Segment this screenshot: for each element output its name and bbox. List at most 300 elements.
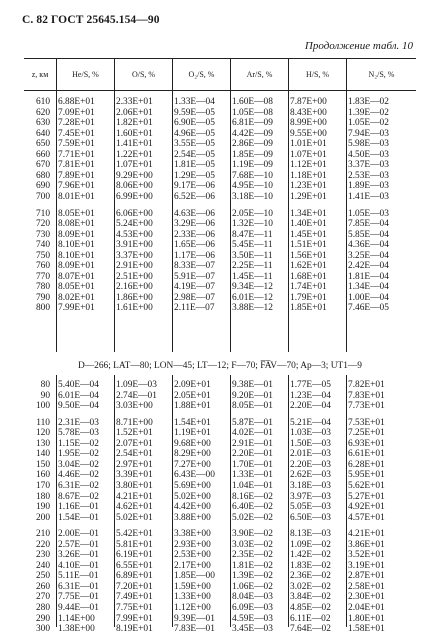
table-continuation-label: Продолжение табл. 10 (304, 40, 413, 52)
table-row (24, 219, 416, 229)
value-cell: 8.05E—01 (232, 401, 273, 412)
table-row (24, 240, 416, 250)
value-cell: 2.86E—09 (232, 139, 273, 150)
value-cell: 4.42E—09 (232, 128, 273, 139)
value-cell: 1.54E—01 (58, 512, 99, 523)
altitude-cell: 680 (35, 170, 50, 181)
value-cell: 1.14E+00 (58, 613, 95, 624)
value-cell: 5.21E—04 (290, 417, 331, 428)
altitude-cell: 750 (35, 250, 50, 261)
value-cell: 8.29E+00 (174, 449, 211, 460)
value-cell: 7.20E+01 (116, 581, 153, 592)
value-cell: 3.03E+00 (116, 401, 153, 412)
value-cell: 1.33E—01 (232, 470, 273, 481)
altitude-cell: 140 (35, 449, 50, 460)
column-divider (114, 90, 115, 352)
table-row (24, 550, 416, 560)
value-cell: 6.09E—03 (232, 603, 273, 613)
value-cell: 5.40E—04 (58, 380, 99, 390)
value-cell: 2.93E+00 (174, 539, 211, 550)
value-cell: 1.81E—02 (232, 560, 273, 571)
value-cell: 9.39E—01 (174, 613, 215, 624)
value-cell: 5.02E+00 (174, 491, 211, 502)
value-cell: 8.16E—02 (232, 491, 273, 502)
value-cell: 6.81E—09 (232, 118, 273, 129)
value-cell: 9.68E+00 (174, 438, 211, 449)
value-cell: 6.19E+01 (116, 550, 153, 561)
value-cell: 9.29E+00 (116, 170, 153, 181)
altitude-cell: 210 (35, 529, 50, 540)
altitude-cell: 260 (35, 581, 50, 592)
value-cell: 4.10E—01 (58, 560, 99, 571)
altitude-cell: 690 (35, 181, 50, 192)
value-cell: 1.32E—10 (232, 219, 273, 230)
value-cell: 7.89E+01 (58, 170, 95, 181)
value-cell: 7.75E+01 (116, 603, 153, 613)
value-cell: 4.36E—04 (348, 240, 389, 251)
value-cell: 7.83E—01 (174, 624, 215, 635)
value-cell: 8.67E—02 (58, 491, 99, 502)
altitude-cell: 190 (35, 502, 50, 513)
value-cell: 6.89E+01 (116, 571, 153, 582)
table-row (24, 118, 416, 128)
value-cell: 2.30E+01 (348, 592, 385, 603)
value-cell: 5.85E—04 (348, 229, 389, 240)
value-cell: 1.81E—04 (348, 271, 389, 282)
altitude-cell: 730 (35, 229, 50, 240)
value-cell: 1.05E—03 (348, 208, 389, 219)
value-cell: 7.85E—04 (348, 219, 389, 230)
value-cell: 4.50E—03 (348, 149, 389, 160)
table-row (24, 209, 416, 219)
value-cell: 2.05E+01 (174, 390, 211, 401)
value-cell: 1.01E+01 (290, 139, 327, 150)
value-cell: 7.46E—05 (348, 303, 389, 314)
altitude-cell: 280 (35, 603, 50, 613)
value-cell: 2.06E+01 (116, 107, 153, 118)
value-cell: 1.33E+00 (174, 592, 211, 603)
value-cell: 1.54E+01 (174, 417, 211, 428)
table-row (24, 391, 416, 401)
value-cell: 8.13E—03 (290, 529, 331, 540)
value-cell: 5.11E—01 (58, 571, 99, 582)
value-cell: 6.31E—02 (58, 480, 99, 491)
value-cell: 1.29E—05 (174, 170, 215, 181)
value-cell: 1.83E—02 (290, 560, 331, 571)
value-cell: 2.62E—03 (290, 470, 331, 481)
value-cell: 3.02E—02 (290, 581, 331, 592)
value-cell: 1.81E—05 (174, 160, 215, 171)
value-cell: 3.80E+01 (116, 480, 153, 491)
value-cell: 5.95E+01 (348, 470, 385, 481)
value-cell: 2.00E—01 (58, 529, 99, 540)
value-cell: 9.44E—01 (58, 603, 99, 613)
table-row (24, 481, 416, 491)
value-cell: 6.52E—06 (174, 191, 215, 202)
value-cell: 2.42E—04 (348, 261, 389, 272)
altitude-cell: 790 (35, 292, 50, 303)
value-cell: 7.09E+01 (58, 107, 95, 118)
value-cell: 2.01E—03 (290, 449, 331, 460)
value-cell: 1.23E+01 (290, 181, 327, 192)
value-cell: 3.50E—11 (232, 250, 273, 261)
table-row (24, 603, 416, 613)
table-row (24, 460, 416, 470)
value-cell: 4.21E+01 (348, 529, 385, 540)
value-cell: 3.04E—02 (58, 459, 99, 470)
column-divider (172, 375, 173, 627)
value-cell: 3.52E+01 (348, 550, 385, 561)
altitude-cell: 300 (35, 624, 50, 635)
value-cell: 1.42E—02 (290, 550, 331, 561)
table-row (24, 470, 416, 480)
value-cell: 1.68E+01 (290, 271, 327, 282)
altitude-cell: 640 (35, 128, 50, 139)
value-cell: 8.05E+01 (58, 282, 95, 293)
value-cell: 3.88E—12 (232, 303, 273, 314)
value-cell: 7.75E—01 (58, 592, 99, 603)
altitude-cell: 200 (35, 512, 50, 523)
page-header: С. 82 ГОСТ 25645.154—90 (22, 14, 160, 26)
value-cell: 8.71E+00 (116, 417, 153, 428)
value-cell: 3.19E+01 (348, 560, 385, 571)
value-cell: 2.74E—01 (116, 390, 157, 401)
value-cell: 1.41E+01 (116, 139, 153, 150)
value-cell: 6.01E—04 (58, 390, 99, 401)
altitude-cell: 220 (35, 539, 50, 550)
value-cell: 2.20E—03 (290, 459, 331, 470)
altitude-cell: 710 (35, 208, 50, 219)
value-cell: 3.55E—05 (174, 139, 215, 150)
value-cell: 6.55E+01 (116, 560, 153, 571)
value-cell: 8.05E+01 (58, 208, 95, 219)
value-cell: 1.19E+01 (174, 428, 211, 439)
table-row (24, 293, 416, 303)
table-row (24, 401, 416, 411)
value-cell: 6.40E—02 (232, 502, 273, 513)
table-row (24, 303, 416, 313)
table-row (24, 160, 416, 170)
value-cell: 1.34E—04 (348, 282, 389, 293)
value-cell: 1.74E+01 (290, 282, 327, 293)
table-row (24, 624, 416, 634)
value-cell: 3.03E—02 (232, 539, 273, 550)
col-header-he: He/S, % (56, 59, 114, 90)
value-cell: 3.88E+00 (174, 512, 211, 523)
value-cell: 1.12E+00 (174, 603, 211, 613)
value-cell: 6.99E+00 (116, 191, 153, 202)
altitude-cell: 650 (35, 139, 50, 150)
value-cell: 4.92E+01 (348, 502, 385, 513)
value-cell: 4.19E—07 (174, 282, 215, 293)
value-cell: 2.31E—03 (58, 417, 99, 428)
value-cell: 5.78E—03 (58, 428, 99, 439)
table-header (24, 58, 416, 91)
value-cell: 4.95E—10 (232, 181, 273, 192)
value-cell: 6.88E+01 (58, 97, 95, 107)
value-cell: 1.79E+01 (290, 292, 327, 303)
value-cell: 8.08E+01 (58, 219, 95, 230)
value-cell: 7.73E+01 (348, 401, 385, 412)
table-row (24, 428, 416, 438)
value-cell: 1.18E+01 (290, 170, 327, 181)
value-cell: 9.59E—05 (174, 107, 215, 118)
value-cell: 1.15E—02 (58, 438, 99, 449)
table-row (24, 230, 416, 240)
table-row (24, 614, 416, 624)
altitude-cell: 130 (35, 438, 50, 449)
altitude-cell: 800 (35, 303, 50, 314)
value-cell: 2.98E—07 (174, 292, 215, 303)
value-cell: 1.23E—04 (290, 390, 331, 401)
table-row (24, 97, 416, 107)
altitude-cell: 160 (35, 470, 50, 481)
value-cell: 1.07E+01 (290, 149, 327, 160)
value-cell: 1.88E+01 (174, 401, 211, 412)
altitude-cell: 660 (35, 149, 50, 160)
value-cell: 5.42E+01 (116, 529, 153, 540)
value-cell: 7.71E+01 (58, 149, 95, 160)
value-cell: 7.68E—10 (232, 170, 273, 181)
value-cell: 1.03E—03 (290, 428, 331, 439)
table-row (24, 150, 416, 160)
value-cell: 6.61E+01 (348, 449, 385, 460)
value-cell: 3.29E—06 (174, 219, 215, 230)
altitude-cell: 740 (35, 240, 50, 251)
altitude-cell: 110 (36, 417, 50, 428)
value-cell: 1.12E+01 (290, 160, 327, 171)
value-cell: 9.55E+00 (290, 128, 327, 139)
column-divider (114, 375, 115, 627)
table-row (24, 439, 416, 449)
value-cell: 1.82E+01 (116, 118, 153, 129)
value-cell: 7.99E+01 (58, 303, 95, 314)
value-cell: 2.54E+01 (116, 449, 153, 460)
value-cell: 5.91E—07 (174, 271, 215, 282)
value-cell: 1.05E—08 (232, 107, 273, 118)
value-cell: 1.07E+01 (116, 160, 153, 171)
value-cell: 5.27E+01 (348, 491, 385, 502)
altitude-cell: 630 (35, 118, 50, 129)
value-cell: 3.45E—03 (232, 624, 273, 635)
value-cell: 2.57E—01 (58, 539, 99, 550)
value-cell: 4.46E—02 (58, 470, 99, 481)
column-divider (288, 90, 289, 352)
column-divider (346, 90, 347, 352)
value-cell: 4.59E—03 (232, 613, 273, 624)
value-cell: 1.85E—00 (174, 571, 215, 582)
value-cell: 3.39E+01 (116, 470, 153, 481)
value-cell: 4.62E+01 (116, 502, 153, 513)
value-cell: 6.11E—02 (290, 613, 331, 624)
column-divider (172, 90, 173, 352)
value-cell: 1.16E—01 (58, 502, 99, 513)
value-cell: 3.37E—03 (348, 160, 389, 171)
col-header-h: H/S, % (288, 59, 346, 90)
value-cell: 8.99E+00 (290, 118, 327, 129)
value-cell: 7.53E+01 (348, 417, 385, 428)
value-cell: 1.19E—09 (232, 160, 273, 171)
col-header-o2: O₂/S, % (172, 59, 230, 90)
column-divider (230, 90, 231, 352)
value-cell: 6.01E—12 (232, 292, 273, 303)
value-cell: 1.39E—02 (348, 107, 389, 118)
table-row (24, 529, 416, 539)
value-cell: 5.81E+01 (116, 539, 153, 550)
value-cell: 2.04E+01 (348, 603, 385, 613)
value-cell: 3.38E+00 (174, 529, 211, 540)
value-cell: 2.35E—02 (232, 550, 273, 561)
value-cell: 2.53E—03 (348, 170, 389, 181)
value-cell: 7.94E—03 (348, 128, 389, 139)
value-cell: 4.21E+01 (116, 491, 153, 502)
value-cell: 1.85E—09 (232, 149, 273, 160)
value-cell: 2.87E+01 (348, 571, 385, 582)
value-cell: 9.50E—04 (58, 401, 99, 412)
value-cell: 1.59E+00 (174, 581, 211, 592)
altitude-cell: 700 (35, 191, 50, 202)
altitude-cell: 230 (35, 550, 50, 561)
altitude-cell: 180 (35, 491, 50, 502)
altitude-cell: 240 (35, 560, 50, 571)
value-cell: 1.89E—03 (348, 181, 389, 192)
table-row (24, 181, 416, 191)
table-row (24, 592, 416, 602)
value-cell: 2.91E+00 (116, 261, 153, 272)
value-cell: 1.22E+01 (116, 149, 153, 160)
value-cell: 7.28E+01 (58, 118, 95, 129)
table-row (24, 418, 416, 428)
value-cell: 6.31E—01 (58, 581, 99, 592)
value-cell: 2.36E—02 (290, 571, 331, 582)
value-cell: 3.25E—04 (348, 250, 389, 261)
value-cell: 4.53E+00 (116, 229, 153, 240)
value-cell: 5.02E+01 (116, 512, 153, 523)
table-row (24, 582, 416, 592)
altitude-cell: 290 (35, 613, 50, 624)
value-cell: 1.39E—02 (232, 571, 273, 582)
value-cell: 8.01E+01 (58, 191, 95, 202)
value-cell: 1.45E—11 (232, 271, 273, 282)
value-cell: 8.10E+01 (58, 240, 95, 251)
altitude-cell: 80 (40, 380, 50, 390)
table-row (24, 571, 416, 581)
value-cell: 2.97E+01 (116, 459, 153, 470)
value-cell: 1.52E+01 (116, 428, 153, 439)
value-cell: 5.24E+00 (116, 219, 153, 230)
value-cell: 6.28E+01 (348, 459, 385, 470)
altitude-cell: 90 (40, 390, 50, 401)
value-cell: 2.58E+01 (348, 581, 385, 592)
value-cell: 4.63E—06 (174, 208, 215, 219)
col-header-n2: N₂/S, % (346, 59, 416, 90)
value-cell: 2.05E—10 (232, 208, 273, 219)
section-caption: D—266; LAT—80; LON—45; LT—12; F—70; F̅A̅V—70; Ap—3; UT1—9 (78, 361, 362, 371)
altitude-cell: 770 (35, 271, 50, 282)
value-cell: 1.41E—03 (348, 191, 389, 202)
value-cell: 5.62E+01 (348, 480, 385, 491)
value-cell: 1.40E+01 (290, 219, 327, 230)
value-cell: 3.97E—03 (290, 491, 331, 502)
altitude-cell: 170 (35, 480, 50, 491)
value-cell: 6.90E—05 (174, 118, 215, 129)
table-row (24, 540, 416, 550)
value-cell: 2.20E—04 (290, 401, 331, 412)
col-header-o: O/S, % (114, 59, 172, 90)
altitude-cell: 250 (35, 571, 50, 582)
table-row (24, 261, 416, 271)
value-cell: 8.43E+00 (290, 107, 327, 118)
column-divider (56, 375, 57, 627)
value-cell: 2.53E+00 (174, 550, 211, 561)
altitude-cell: 610 (35, 97, 50, 107)
value-cell: 2.51E+00 (116, 271, 153, 282)
value-cell: 9.34E—12 (232, 282, 273, 293)
value-cell: 3.86E+01 (348, 539, 385, 550)
value-cell: 3.18E—10 (232, 191, 273, 202)
altitude-cell: 670 (35, 160, 50, 171)
value-cell: 4.02E—01 (232, 428, 273, 439)
value-cell: 5.02E—02 (232, 512, 273, 523)
value-cell: 9.20E—01 (232, 390, 273, 401)
value-cell: 4.85E—02 (290, 603, 331, 613)
altitude-cell: 720 (35, 219, 50, 230)
value-cell: 1.38E+00 (58, 624, 95, 635)
table-row (24, 171, 416, 181)
value-cell: 2.20E—01 (232, 449, 273, 460)
column-divider (230, 375, 231, 627)
value-cell: 1.62E+01 (290, 261, 327, 272)
value-cell: 1.34E+01 (290, 208, 327, 219)
column-divider (288, 375, 289, 627)
altitude-cell: 120 (35, 428, 50, 439)
altitude-cell: 620 (35, 107, 50, 118)
value-cell: 8.06E+00 (116, 181, 153, 192)
value-cell: 8.07E+01 (58, 271, 95, 282)
value-cell: 3.91E+00 (116, 240, 153, 251)
value-cell: 7.82E+01 (348, 380, 385, 390)
table-row (24, 129, 416, 139)
value-cell: 1.29E+01 (290, 191, 327, 202)
value-cell: 8.04E—03 (232, 592, 273, 603)
table-row (24, 449, 416, 459)
col-header-altitude: z, км (31, 70, 49, 79)
value-cell: 1.77E—05 (290, 380, 331, 390)
value-cell: 7.59E+01 (58, 139, 95, 150)
value-cell: 1.86E+00 (116, 292, 153, 303)
value-cell: 6.43E—00 (174, 470, 215, 481)
value-cell: 2.16E+00 (116, 282, 153, 293)
value-cell: 9.38E—01 (232, 380, 273, 390)
altitude-cell: 760 (35, 261, 50, 272)
value-cell: 7.87E+00 (290, 97, 327, 107)
value-cell: 2.17E+00 (174, 560, 211, 571)
value-cell: 8.02E+01 (58, 292, 95, 303)
table-row (24, 513, 416, 523)
value-cell: 1.06E—02 (232, 581, 273, 592)
value-cell: 8.09E+01 (58, 229, 95, 240)
value-cell: 1.00E—04 (348, 292, 389, 303)
altitude-cell: 100 (35, 401, 50, 412)
value-cell: 1.61E+00 (116, 303, 153, 314)
column-divider (346, 375, 347, 627)
value-cell: 1.05E—02 (348, 118, 389, 129)
value-cell: 2.33E+01 (116, 97, 153, 107)
table-row (24, 282, 416, 292)
value-cell: 2.33E—06 (174, 229, 215, 240)
value-cell: 1.09E—03 (116, 380, 157, 390)
value-cell: 4.57E+01 (348, 512, 385, 523)
